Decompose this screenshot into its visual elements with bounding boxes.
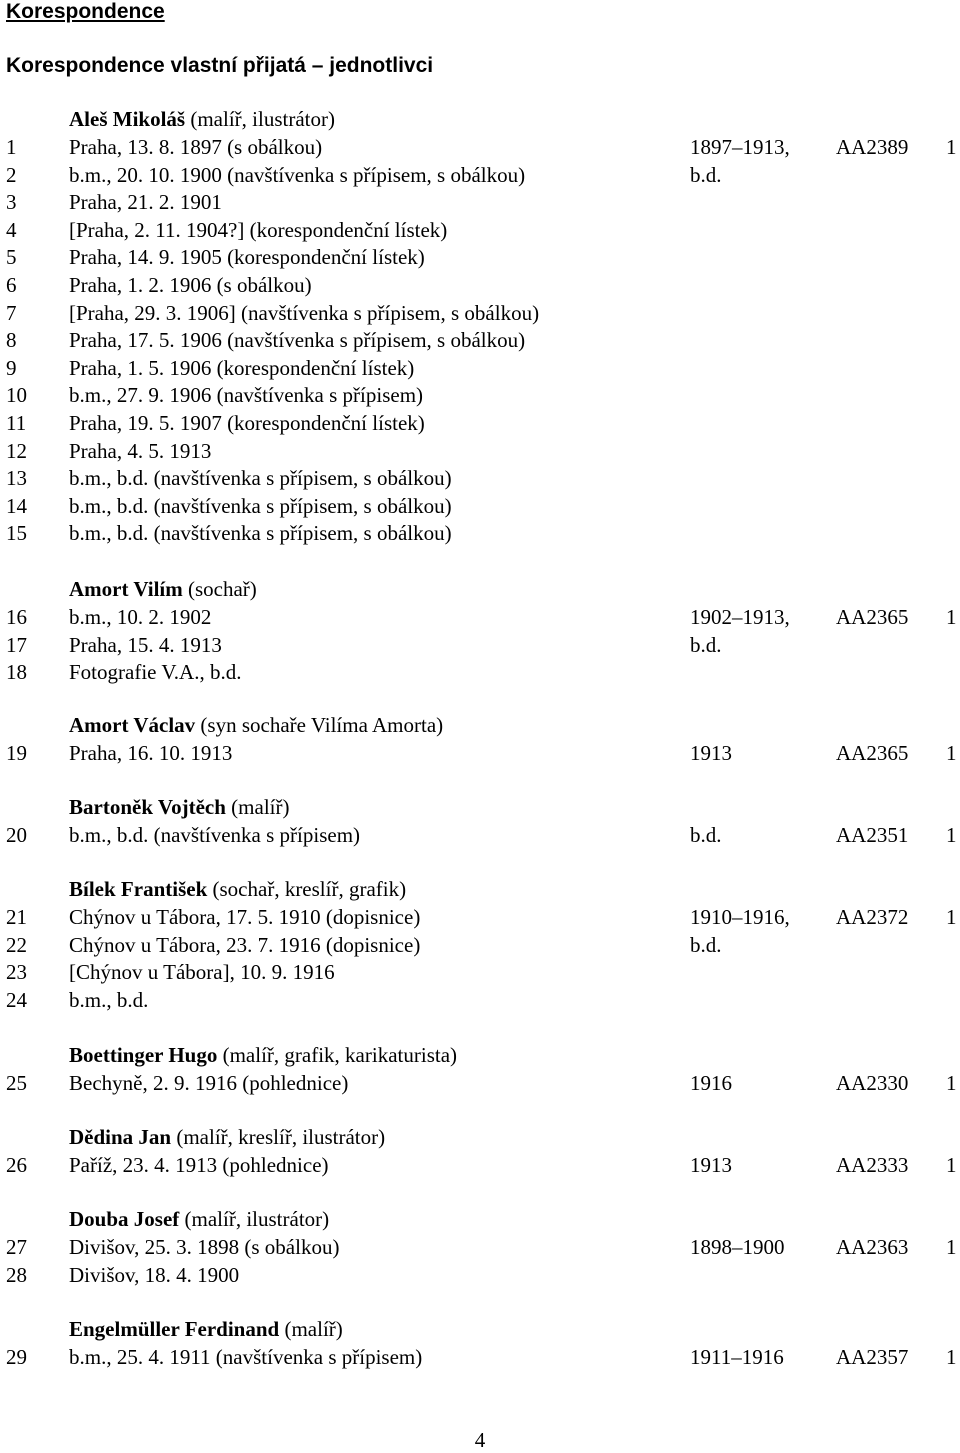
correspondent-role: (malíř, grafik, karikaturista) [222,1043,458,1067]
item-description: [Praha, 2. 11. 1904?] (korespondenční lístek) [69,218,448,242]
date-range: b.d. [690,633,722,657]
date-range: 1911–1916 [690,1345,784,1369]
item-number: 7 [6,301,17,325]
box-count: 1 [946,1235,957,1259]
correspondent-heading [69,107,335,131]
correspondent-name: Bílek František [69,877,208,901]
correspondent-name: Dědina Jan [69,1125,172,1149]
item-description: Praha, 1. 2. 1906 (s obálkou) [69,273,312,297]
item-description: Praha, 21. 2. 1901 [69,190,222,214]
box-count: 1 [946,1071,957,1095]
item-number: 8 [6,328,17,352]
correspondent-heading [69,1317,343,1341]
correspondent-role: (malíř, ilustrátor) [184,1207,330,1231]
correspondent-heading [69,1207,329,1231]
item-number: 26 [6,1153,27,1177]
item-description: [Praha, 29. 3. 1906] (navštívenka s přípisem, s obálkou) [69,301,540,325]
date-range: 1897–1913, [690,135,790,159]
correspondent-role: (malíř) [231,795,290,819]
item-number: 10 [6,383,27,407]
correspondent-heading [69,577,257,601]
item-description: Paříž, 23. 4. 1913 (pohlednice) [69,1153,329,1177]
date-range: b.d. [690,933,722,957]
item-number: 25 [6,1071,27,1095]
box-count: 1 [946,823,957,847]
correspondent-role: (sochař, kreslíř, grafik) [212,877,407,901]
item-description: Praha, 13. 8. 1897 (s obálkou) [69,135,323,159]
item-number: 17 [6,633,27,657]
item-number: 9 [6,356,17,380]
item-description: Divišov, 25. 3. 1898 (s obálkou) [69,1235,340,1259]
heading: Korespondence [6,0,165,23]
subheading: Korespondence vlastní přijatá – jednotlivci [6,54,434,77]
item-number: 14 [6,494,27,518]
item-description: Fotografie V.A., b.d. [69,660,242,684]
item-description: b.m., b.d. [69,988,149,1012]
correspondent-name: Amort Václav [69,713,196,737]
date-range: 1902–1913, [690,605,790,629]
archive-signature: AA2365 [836,605,909,629]
item-number: 21 [6,905,27,929]
item-number: 27 [6,1235,27,1259]
item-number: 3 [6,190,17,214]
correspondent-name: Boettinger Hugo [69,1043,218,1067]
page-number: 4 [474,1428,486,1452]
date-range: 1913 [690,741,732,765]
item-description: b.m., b.d. (navštívenka s přípisem, s obálkou) [69,466,452,490]
item-number: 1 [6,135,17,159]
item-description: b.m., b.d. (navštívenka s přípisem) [69,823,361,847]
box-count: 1 [946,741,957,765]
item-description: Divišov, 18. 4. 1900 [69,1263,240,1287]
item-description: Praha, 14. 9. 1905 (korespondenční lístek) [69,245,425,269]
correspondent-heading [69,1125,385,1149]
item-number: 12 [6,439,27,463]
item-description: Praha, 19. 5. 1907 (korespondenční lístek) [69,411,425,435]
item-description: Chýnov u Tábora, 17. 5. 1910 (dopisnice) [69,905,421,929]
archive-signature: AA2372 [836,905,909,929]
item-number: 15 [6,521,27,545]
correspondent-name: Bartoněk Vojtěch [69,795,226,819]
item-description: Praha, 17. 5. 1906 (navštívenka s přípisem, s obálkou) [69,328,526,352]
item-description: Praha, 16. 10. 1913 [69,741,233,765]
correspondent-role: (sochař) [187,577,257,601]
correspondent-heading [69,713,443,737]
item-number: 23 [6,960,27,984]
box-count: 1 [946,905,957,929]
item-number: 6 [6,273,17,297]
correspondent-heading [69,1043,457,1067]
item-number: 11 [6,411,27,435]
item-description: Chýnov u Tábora, 23. 7. 1916 (dopisnice) [69,933,421,957]
item-description: Bechyně, 2. 9. 1916 (pohlednice) [69,1071,349,1095]
item-description: b.m., 20. 10. 1900 (navštívenka s přípisem, s obálkou) [69,163,526,187]
box-count: 1 [946,135,957,159]
date-range: b.d. [690,823,722,847]
item-description: b.m., b.d. (navštívenka s přípisem, s obálkou) [69,494,452,518]
correspondent-role: (malíř, kreslíř, ilustrátor) [176,1125,386,1149]
archive-signature: AA2365 [836,741,909,765]
archive-signature: AA2357 [836,1345,909,1369]
item-description: Praha, 1. 5. 1906 (korespondenční lístek) [69,356,415,380]
box-count: 1 [946,605,957,629]
item-number: 20 [6,823,27,847]
correspondent-heading [69,795,289,819]
item-description: Praha, 4. 5. 1913 [69,439,212,463]
item-number: 16 [6,605,27,629]
box-count: 1 [946,1153,957,1177]
item-description: b.m., 25. 4. 1911 (navštívenka s přípisem) [69,1345,423,1369]
correspondent-role: (malíř) [284,1317,343,1341]
date-range: 1916 [690,1071,732,1095]
item-description: b.m., b.d. (navštívenka s přípisem, s obálkou) [69,521,452,545]
item-description: b.m., 27. 9. 1906 (navštívenka s přípisem) [69,383,424,407]
date-range: 1910–1916, [690,905,790,929]
item-number: 4 [6,218,17,242]
date-range: 1913 [690,1153,732,1177]
item-number: 28 [6,1263,27,1287]
date-range: 1898–1900 [690,1235,785,1259]
item-number: 5 [6,245,17,269]
item-description: Praha, 15. 4. 1913 [69,633,222,657]
archive-signature: AA2389 [836,135,909,159]
date-range: b.d. [690,163,722,187]
box-count: 1 [946,1345,957,1369]
item-description: b.m., 10. 2. 1902 [69,605,212,629]
item-number: 13 [6,466,27,490]
item-number: 18 [6,660,27,684]
correspondent-name: Aleš Mikoláš [69,107,186,131]
archive-signature: AA2333 [836,1153,909,1177]
correspondent-name: Douba Josef [69,1207,180,1231]
item-description: [Chýnov u Tábora], 10. 9. 1916 [69,960,335,984]
correspondent-role: (malíř, ilustrátor) [190,107,335,131]
item-number: 24 [6,988,27,1012]
archive-signature: AA2330 [836,1071,909,1095]
item-number: 29 [6,1345,27,1369]
correspondent-name: Amort Vilím [69,577,183,601]
item-number: 22 [6,933,27,957]
item-number: 19 [6,741,27,765]
correspondent-heading [69,877,406,901]
archive-signature: AA2363 [836,1235,909,1259]
correspondent-role: (syn sochaře Vilíma Amorta) [200,713,444,737]
item-number: 2 [6,163,17,187]
archive-signature: AA2351 [836,823,909,847]
correspondent-name: Engelmüller Ferdinand [69,1317,280,1341]
